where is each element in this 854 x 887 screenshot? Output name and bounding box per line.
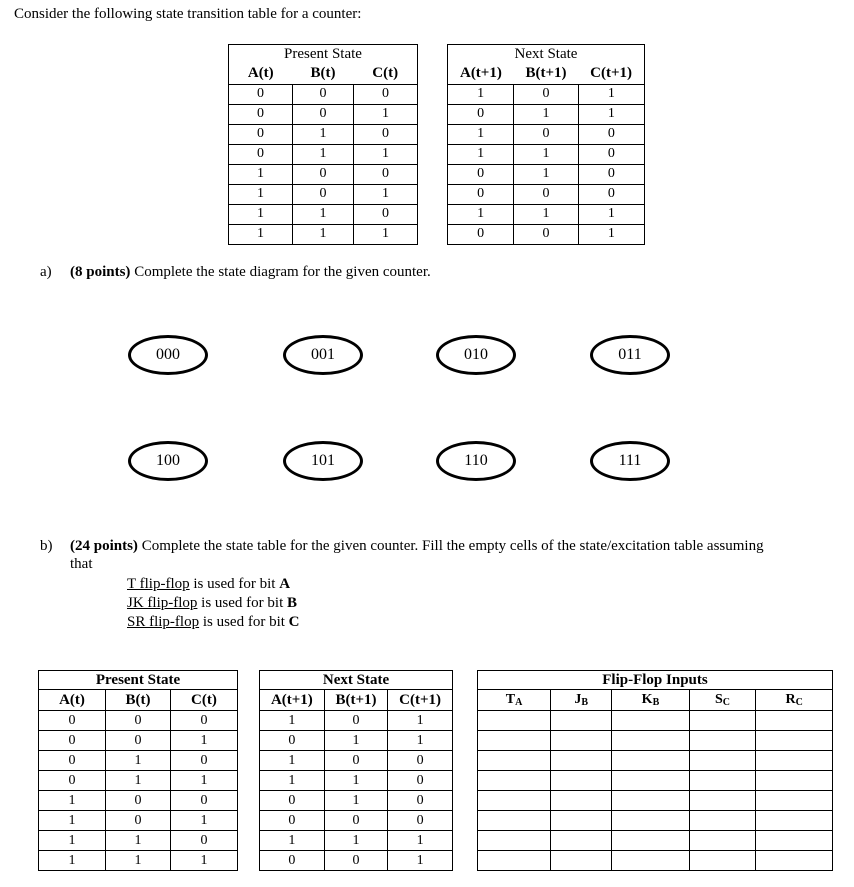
table-cell: 0 [229,144,293,164]
flipflop-item [127,594,300,613]
flipflop-name: SR flip-flop [127,614,200,630]
table-cell: 1 [39,791,106,811]
table-row [39,771,238,791]
table-row [448,164,645,184]
table-cell: 1 [578,84,644,104]
table-cell: 0 [448,184,514,204]
table-row [229,144,418,164]
flipflop-inputs-table [477,670,833,871]
table-cell: 1 [106,771,171,791]
next-state-title: Next State [514,45,578,62]
table-row [260,791,453,811]
table-row [448,144,645,164]
table-row [39,811,238,831]
table-cell: 0 [293,84,354,104]
state-011-oval: 011 [590,335,670,375]
empty-input-cell[interactable] [612,811,689,831]
table-cell: 0 [106,731,171,751]
table-cell: 0 [260,811,325,831]
empty-input-cell[interactable] [478,731,551,751]
table-row [260,751,453,771]
empty-input-cell[interactable] [689,711,756,731]
table-cell: 0 [388,811,453,831]
present-state-table [228,44,418,245]
col-header: $T_A$ [478,690,551,711]
empty-input-cell[interactable] [689,791,756,811]
empty-input-cell[interactable] [478,711,551,731]
table-row [229,84,418,104]
empty-input-cell[interactable] [478,771,551,791]
table-cell: 0 [293,184,354,204]
question-b-text: Complete the state table for the given counter. Fill the empty cells of the state/excitation table assuming [137,538,764,554]
table-cell: 0 [514,224,578,244]
table-row [448,204,645,224]
table-cell: 1 [106,831,171,851]
table-row [260,831,453,851]
table-row [39,791,238,811]
flipflop-item [127,575,300,594]
table-cell: 0 [39,751,106,771]
table-cell: 1 [39,851,106,871]
table-cell: 0 [353,84,417,104]
table-cell: 1 [578,204,644,224]
table-cell: 1 [324,731,387,751]
table-cell: 1 [170,851,237,871]
excitation-present-table [38,670,238,871]
table-cell: 0 [353,204,417,224]
table-cell: 1 [260,711,325,731]
table-cell: 1 [324,791,387,811]
table-cell: 0 [514,124,578,144]
empty-input-cell[interactable] [689,851,756,871]
table-row [39,711,238,731]
state-001-oval: 001 [283,335,363,375]
empty-input-cell[interactable] [612,791,689,811]
table-cell: 0 [229,124,293,144]
question-a-text: Complete the state diagram for the given counter. [130,264,431,280]
empty-input-cell[interactable] [551,751,612,771]
state-111-oval: 111 [590,441,670,481]
flipflop-name: T flip-flop [127,576,190,592]
table-cell: 0 [39,771,106,791]
table-row [229,184,418,204]
empty-input-cell[interactable] [612,851,689,871]
excitation-next-table [259,670,453,871]
table-cell: 1 [514,204,578,224]
table-row [478,771,833,791]
table-cell: 0 [578,124,644,144]
table-row [448,224,645,244]
table-cell: 1 [388,831,453,851]
table-cell: 0 [388,771,453,791]
empty-input-cell[interactable] [551,771,612,791]
col-header: B(t+1) [525,65,567,81]
table-cell: 0 [578,184,644,204]
state-100-oval: 100 [128,441,208,481]
table-cell: 0 [388,751,453,771]
table-cell: 1 [106,851,171,871]
table-cell: 0 [260,791,325,811]
flipflop-name: JK flip-flop [127,595,198,611]
table-cell: 0 [448,164,514,184]
empty-input-cell[interactable] [551,811,612,831]
table-cell: 1 [514,144,578,164]
table-cell: 0 [106,711,171,731]
col-header: A(t+1) [260,690,325,711]
table-cell: 1 [106,751,171,771]
table-cell: 1 [448,204,514,224]
next-state-table [447,44,645,245]
empty-input-cell[interactable] [612,831,689,851]
table-cell: 1 [260,831,325,851]
empty-input-cell[interactable] [689,811,756,831]
table-cell: 1 [229,164,293,184]
table-cell: 1 [260,771,325,791]
empty-input-cell[interactable] [756,711,833,731]
table-cell: 1 [353,104,417,124]
table-row [39,851,238,871]
table-row [39,751,238,771]
table-cell: 1 [229,224,293,244]
table-cell: 1 [353,144,417,164]
col-header: $S_C$ [689,690,756,711]
state-101-oval: 101 [283,441,363,481]
empty-input-cell[interactable] [689,751,756,771]
table-row [229,204,418,224]
table-cell: 0 [106,791,171,811]
table-cell: 0 [578,164,644,184]
table-row [448,184,645,204]
state-110-oval: 110 [436,441,516,481]
table-cell: 1 [324,771,387,791]
empty-input-cell[interactable] [478,851,551,871]
empty-input-cell[interactable] [551,831,612,851]
table-row [448,104,645,124]
empty-input-cell[interactable] [551,851,612,871]
table-row [478,711,833,731]
table-cell: 0 [293,104,354,124]
question-a [40,264,431,281]
table-cell: 0 [170,831,237,851]
col-header: A(t) [247,65,274,81]
table-cell: 0 [514,84,578,104]
flipflop-list [127,575,300,632]
table-cell: 1 [293,144,354,164]
col-header: B(t+1) [324,690,387,711]
flipflop-item [127,613,300,632]
flipflop-inputs-title: Flip-Flop Inputs [602,671,708,688]
col-header: $K_B$ [612,690,689,711]
table-cell: 0 [388,791,453,811]
empty-input-cell[interactable] [478,751,551,771]
table-cell: 1 [39,811,106,831]
empty-input-cell[interactable] [478,831,551,851]
table-row [260,731,453,751]
empty-input-cell[interactable] [756,791,833,811]
table-cell: 0 [170,751,237,771]
table-row [229,164,418,184]
empty-input-cell[interactable] [612,731,689,751]
empty-input-cell[interactable] [478,811,551,831]
empty-input-cell[interactable] [612,771,689,791]
table-cell: 1 [353,184,417,204]
intro-text: Consider the following state transition table for a counter: [14,6,362,22]
table-cell: 0 [293,164,354,184]
empty-input-cell[interactable] [756,771,833,791]
question-b-points: (24 points) [70,538,138,554]
table-cell: 1 [514,164,578,184]
table-cell: 0 [229,104,293,124]
question-a-label: a) [40,264,52,280]
table-cell: 1 [514,104,578,124]
table-row [260,851,453,871]
col-header: A(t) [39,690,106,711]
table-cell: 0 [353,124,417,144]
table-row [478,731,833,751]
col-header: A(t+1) [459,65,502,81]
flipflop-mid: is used for bit [189,576,280,592]
table-cell: 1 [388,711,453,731]
empty-input-cell[interactable] [551,711,612,731]
table-cell: 1 [448,84,514,104]
table-cell: 0 [324,711,387,731]
table-row [478,811,833,831]
next-state-title: Next State [322,671,390,688]
col-header: $J_B$ [551,690,612,711]
table-cell: 0 [170,711,237,731]
table-row [478,791,833,811]
table-cell: 1 [39,831,106,851]
flipflop-mid: is used for bit [199,614,289,630]
col-header: B(t) [310,65,336,81]
table-row [448,84,645,104]
table-row [260,811,453,831]
empty-input-cell[interactable] [551,791,612,811]
empty-input-cell[interactable] [756,811,833,831]
table-cell: 0 [324,851,387,871]
table-row [229,104,418,124]
col-header: B(t) [106,690,171,711]
empty-input-cell[interactable] [689,831,756,851]
table-cell: 0 [39,711,106,731]
table-cell: 1 [293,204,354,224]
table-cell: 1 [448,144,514,164]
table-cell: 0 [578,144,644,164]
table-cell: 1 [229,184,293,204]
table-cell: 0 [106,811,171,831]
question-b-label: b) [40,538,53,554]
col-header: C(t+1) [590,65,632,81]
table-cell: 0 [170,791,237,811]
question-a-points: (8 points) [70,264,131,280]
table-row [448,124,645,144]
flipflop-bit: A [279,576,291,592]
empty-input-cell[interactable] [756,751,833,771]
table-cell: 0 [260,731,325,751]
col-header: $R_C$ [756,690,833,711]
table-cell: 1 [388,851,453,871]
table-row [478,831,833,851]
question-b-continuation: that [70,556,93,572]
empty-input-cell[interactable] [756,851,833,871]
table-row [260,771,453,791]
table-cell: 1 [170,731,237,751]
empty-input-cell[interactable] [478,791,551,811]
present-state-title: Present State [284,45,362,62]
table-cell: 1 [293,224,354,244]
table-row [478,851,833,871]
table-cell: 0 [353,164,417,184]
table-cell: 0 [39,731,106,751]
table-row [260,711,453,731]
table-cell: 1 [324,831,387,851]
col-header: C(t) [170,690,237,711]
table-cell: 1 [353,224,417,244]
col-header: C(t) [372,65,399,81]
empty-input-cell[interactable] [689,771,756,791]
state-000-oval: 000 [128,335,208,375]
flipflop-bit: C [288,614,300,630]
table-cell: 1 [170,771,237,791]
table-cell: 1 [293,124,354,144]
table-row [229,124,418,144]
table-row [478,751,833,771]
table-cell: 0 [229,84,293,104]
table-cell: 1 [448,124,514,144]
table-cell: 0 [324,811,387,831]
empty-input-cell[interactable] [612,751,689,771]
table-cell: 1 [578,104,644,124]
table-cell: 1 [260,751,325,771]
table-row [39,831,238,851]
empty-input-cell[interactable] [756,831,833,851]
table-cell: 0 [324,751,387,771]
present-state-title: Present State [95,671,181,688]
table-cell: 1 [388,731,453,751]
table-cell: 1 [578,224,644,244]
table-cell: 1 [170,811,237,831]
empty-input-cell[interactable] [612,711,689,731]
table-cell: 1 [229,204,293,224]
flipflop-bit: B [287,595,298,611]
table-row [229,224,418,244]
empty-input-cell[interactable] [756,731,833,751]
table-cell: 0 [448,224,514,244]
flipflop-mid: is used for bit [197,595,287,611]
empty-input-cell[interactable] [551,731,612,751]
table-cell: 0 [448,104,514,124]
table-cell: 0 [514,184,578,204]
table-row [39,731,238,751]
table-cell: 0 [260,851,325,871]
question-b [40,537,850,573]
empty-input-cell[interactable] [689,731,756,751]
col-header: C(t+1) [388,690,453,711]
state-010-oval: 010 [436,335,516,375]
